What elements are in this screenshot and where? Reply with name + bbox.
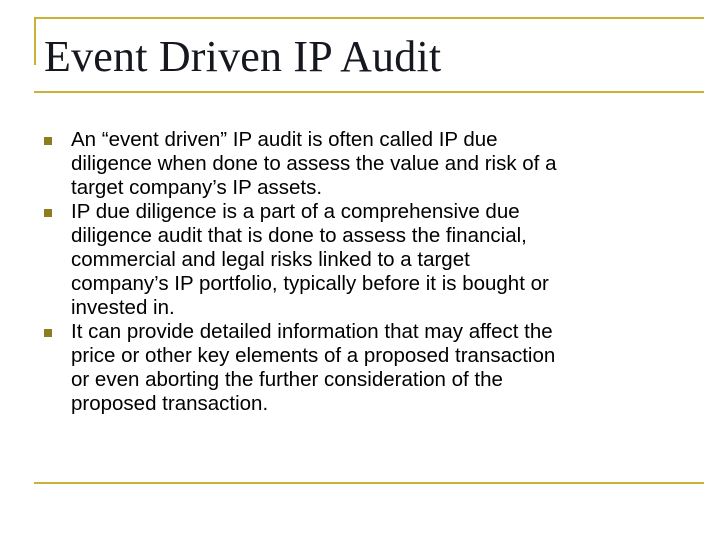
bullet-line: diligence when done to assess the value and risk of a <box>71 152 557 175</box>
bullet-line: IP due diligence is a part of a comprehensive due <box>71 200 520 223</box>
bullet-line: invested in. <box>71 296 175 319</box>
bullet-list <box>44 128 680 416</box>
bullet-item <box>44 200 680 320</box>
bullet-line: company’s IP portfolio, typically before it is bought or <box>71 272 549 295</box>
bullet-item <box>44 128 680 200</box>
bullet-line: It can provide detailed information that may affect the <box>71 320 553 343</box>
bullet-line: price or other key elements of a proposed transaction <box>71 344 556 367</box>
bullet-line: target company’s IP assets. <box>71 176 323 199</box>
bullet-line: or even aborting the further consideration of the <box>71 368 503 391</box>
bullet-line: An “event driven” IP audit is often called IP due <box>71 128 498 151</box>
slide-title: Event Driven IP Audit <box>44 32 442 81</box>
square-bullet-icon <box>44 209 52 217</box>
left-rule <box>34 17 36 65</box>
square-bullet-icon <box>44 329 52 337</box>
top-rule <box>34 17 704 19</box>
bullet-line: commercial and legal risks linked to a target <box>71 248 470 271</box>
bottom-rule <box>34 482 704 484</box>
bullet-item <box>44 320 680 416</box>
square-bullet-icon <box>44 137 52 145</box>
title-underline-rule <box>34 91 704 93</box>
bullet-line: proposed transaction. <box>71 392 269 415</box>
bullet-line: diligence audit that is done to assess the financial, <box>71 224 527 247</box>
